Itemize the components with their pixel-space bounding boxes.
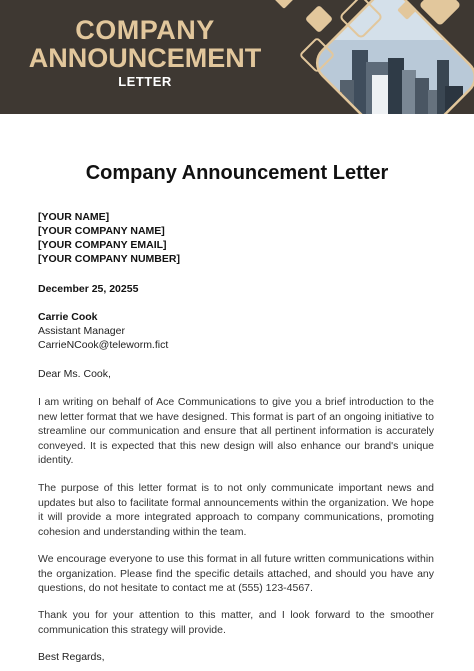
salutation: Dear Ms. Cook, bbox=[38, 368, 111, 380]
body-paragraph-2: The purpose of this letter format is to not only communicate important news and updates but also to facilitate formal announcements within the organization. We hope it will provide a more integrated approach to company communications, promoting cohesion and understanding within the team. bbox=[38, 482, 434, 538]
diamond-shape bbox=[274, 0, 294, 9]
recipient-name: Carrie Cook bbox=[38, 311, 98, 323]
body-paragraph-4: Thank you for your attention to this matter, and I look forward to the smoother communication this strategy will provide. bbox=[38, 609, 434, 636]
recipient-block bbox=[38, 310, 434, 352]
diamond-shape bbox=[305, 5, 333, 33]
body-paragraph-1: I am writing on behalf of Ace Communications to give you a brief introduction to the new letter format that we have designed. This format is part of an ongoing initiative to streamline our communication and ensure that all pertinent information is accurately conveyed. It is expected that this new design will also enhance our brand's unique identity. bbox=[38, 396, 434, 466]
sender-company-number: [YOUR COMPANY NUMBER] bbox=[38, 253, 180, 265]
letter-title: Company Announcement Letter bbox=[85, 162, 389, 184]
body-paragraph-3: We encourage everyone to use this format in all future written communications within the organization. Please find the specific details attached, and should you have any questions, do not hesitate to contact me at (555) 123-4567. bbox=[38, 553, 434, 594]
sender-name: [YOUR NAME] bbox=[38, 211, 110, 223]
sender-company-email: [YOUR COMPANY EMAIL] bbox=[38, 239, 167, 251]
banner-line-letter: LETTER bbox=[118, 74, 172, 89]
sender-company-name: [YOUR COMPANY NAME] bbox=[38, 225, 165, 237]
closing: Best Regards, bbox=[38, 651, 105, 663]
banner-line-announcement: ANNOUNCEMENT bbox=[28, 43, 262, 73]
banner-decoration bbox=[0, 0, 474, 114]
recipient-role: Assistant Manager bbox=[38, 325, 125, 337]
letter-date: December 25, 20255 bbox=[38, 283, 139, 295]
banner-line-company: COMPANY bbox=[75, 15, 215, 45]
recipient-email: CarrieNCook@teleworm.fict bbox=[38, 339, 169, 351]
sender-block bbox=[38, 210, 434, 266]
header-banner bbox=[0, 0, 474, 114]
